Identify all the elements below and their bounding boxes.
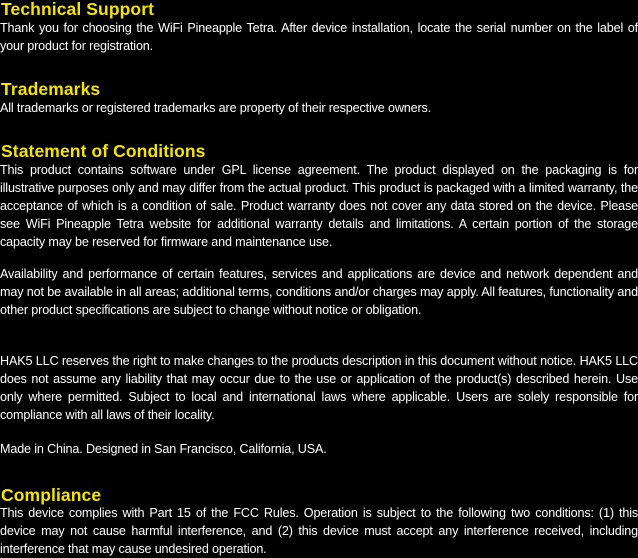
trademarks-text: All trademarks or registered trademarks are property of their respective owners. [0,101,432,115]
statement-paragraph-availability: Availability and performance of certain features, services and applications are device and network dependent and may not be available in all areas; additional terms, conditions and/or charges may apply. All features, functionality and other product specifications are subject to change without notice or obligation. [0,267,638,317]
technical-support-text: Thank you for choosing the WiFi Pineapple Tetra. After device installation, locate the serial number on the label of your product for registration. [0,21,638,53]
statement-paragraph-liability: HAK5 LLC reserves the right to make changes to the products description in this document without notice. HAK5 LLC does not assume any liability that may occur due to the use or application of the product(s) described herein. Use only where permitted. Subject to local and international laws where applicable. Users are solely responsible for compliance with all laws of their locality. [0,354,638,422]
statement-paragraph-license: This product contains software under GPL license agreement. The product displayed on the packaging is for illustrative purposes only and may differ from the actual product. This product is packaged with a limited warranty, the acceptance of which is a condition of sale. Product warranty does not cover any data stored on the device. Please see WiFi Pineapple Tetra website for additional warranty details and limitations. A certain portion of the storage capacity may be reserved for firmware and maintenance use. [0,163,638,249]
compliance-text: This device complies with Part 15 of the FCC Rules. Operation is subject to the following two conditions: (1) this device may not cause harmful interference, and (2) this device must accept any interference received, including interference that may cause undesired operation. [0,506,638,556]
statement-of-conditions-heading: Statement of Conditions [1,141,206,161]
compliance-heading: Compliance [1,485,102,505]
statement-paragraph-origin: Made in China. Designed in San Francisco, California, USA. [0,442,327,456]
technical-support-heading: Technical Support [1,0,155,19]
trademarks-heading: Trademarks [1,79,101,99]
